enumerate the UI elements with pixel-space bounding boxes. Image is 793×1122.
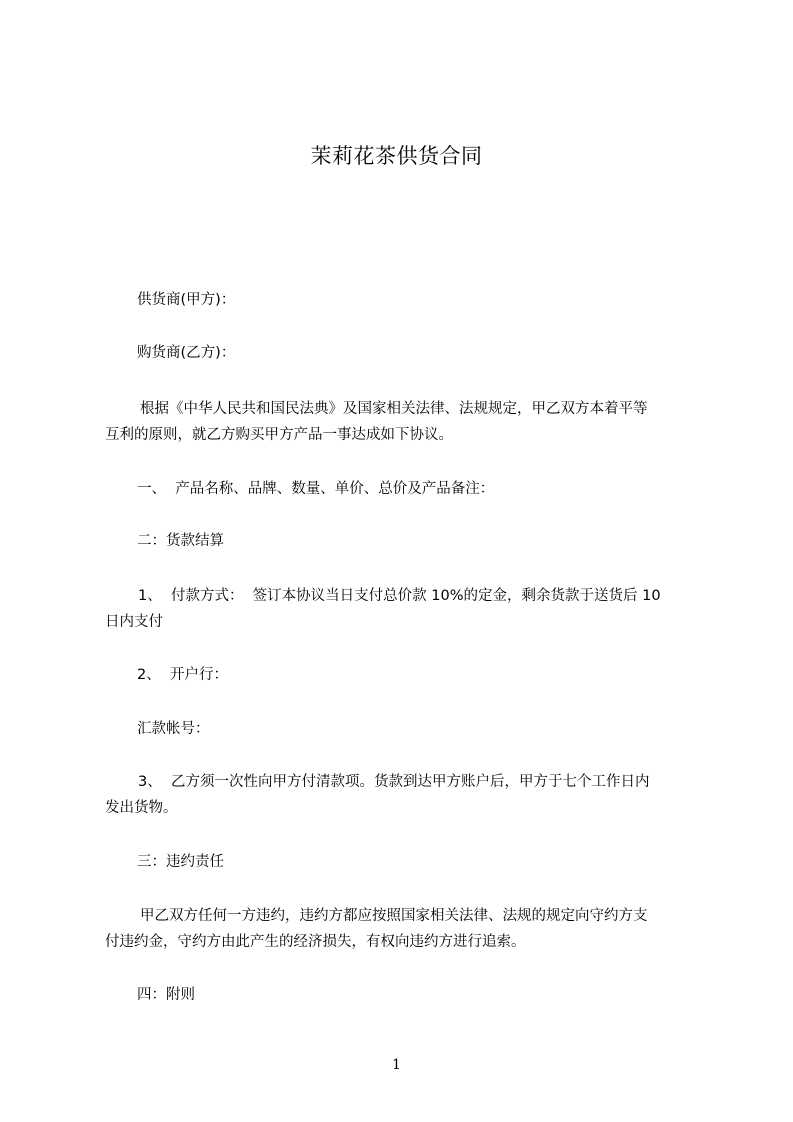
buyer-line: 购货商(乙方)： (137, 345, 236, 361)
section-3-heading: 三：违约责任 (137, 854, 224, 870)
delivery-line-1: 3、 乙方须一次性向甲方付清款项。货款到达甲方账户后，甲方于七个工作日内 (138, 774, 650, 790)
section-1-heading: 一、 产品名称、品牌、数量、单价、总价及产品备注： (137, 481, 495, 497)
section-2-heading: 二：货款结算 (137, 533, 224, 549)
intro-paragraph-line-2: 互利的原则，就乙方购买甲方产品一事达成如下协议。 (105, 427, 453, 443)
contract-title: 茉莉花茶供货合同 (310, 144, 483, 168)
supplier-line: 供货商(甲方)： (137, 292, 236, 308)
section-4-heading: 四：附则 (137, 987, 195, 1003)
delivery-line-2: 发出货物。 (105, 800, 178, 816)
account-number-line: 汇款帐号： (137, 721, 210, 737)
payment-method-line-1: 1、 付款方式： 签订本协议当日支付总价款 10%的定金，剩余货款于送货后 10 (138, 588, 661, 604)
payment-method-line-2: 日内支付 (105, 614, 163, 630)
breach-paragraph-line-1: 甲乙双方任何一方违约，违约方都应按照国家相关法律、法规的规定向守约方支 (140, 908, 648, 924)
bank-line: 2、 开户行： (137, 667, 228, 683)
intro-paragraph-line-1: 根据《中华人民共和国民法典》及国家相关法律、法规规定，甲乙双方本着平等 (140, 401, 648, 417)
page-number: 1 (392, 1057, 401, 1073)
breach-paragraph-line-2: 付违约金，守约方由此产生的经济损失，有权向违约方进行追索。 (105, 934, 526, 950)
